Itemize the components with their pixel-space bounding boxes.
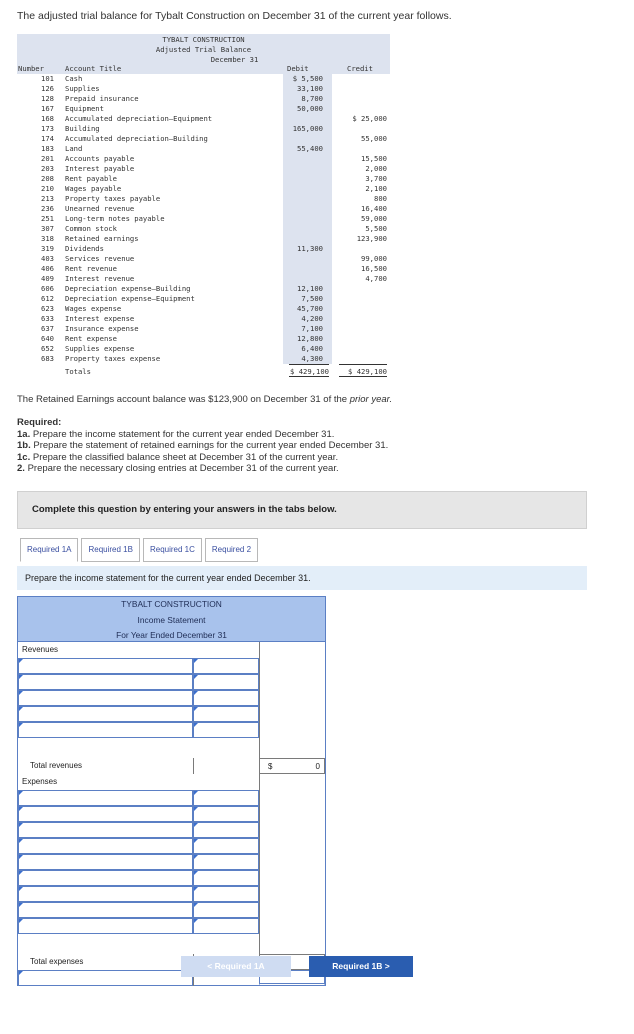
tb-credit: 3,700 [365,174,387,183]
tb-credit: 59,000 [361,214,387,223]
tb-account-title: Interest expense [65,314,135,323]
tab-required-1c[interactable]: Required 1C [143,538,202,562]
revenues-heading-text: Revenues [22,645,59,654]
tb-account-number: 203 [41,164,54,173]
tb-row [17,244,390,254]
tb-credit: 123,900 [356,234,387,243]
tb-debit: $ 5,500 [292,74,323,83]
expense-input-row [17,790,326,806]
expense-amount-input[interactable] [193,790,259,806]
tb-account-number: 101 [41,74,54,83]
tb-account-number: 174 [41,134,54,143]
tb-row [17,284,390,294]
col-number: Number [18,64,44,73]
required-item-text: Prepare the classified balance sheet at December 31 of the current year. [30,451,339,463]
revenues-heading [17,642,326,658]
expense-account-input[interactable] [18,806,193,822]
tb-credit: $ 25,000 [352,114,387,123]
tab-required-1b[interactable]: Required 1B [81,538,139,562]
total-revenues-label: Total revenues [30,761,83,770]
tb-company: TYBALT CONSTRUCTION [162,35,245,44]
expense-account-input[interactable] [18,822,193,838]
tb-row [17,84,390,94]
trial-balance [17,34,390,377]
expense-amount-input[interactable] [193,870,259,886]
net-income-label-input[interactable] [18,970,193,986]
tb-credit: 15,500 [361,154,387,163]
tb-account-title: Rent revenue [65,264,117,273]
tb-row [17,164,390,174]
tb-account-title: Accumulated depreciation—Equipment [65,114,213,123]
revenue-amount-input[interactable] [193,706,259,722]
revenue-account-input[interactable] [18,690,193,706]
revenue-account-input[interactable] [18,674,193,690]
tb-account-number: 173 [41,124,54,133]
revenue-amount-input[interactable] [193,690,259,706]
tb-debit: 165,000 [292,124,323,133]
total-expenses-label: Total expenses [30,957,84,966]
tb-debit: 12,800 [297,334,323,343]
tb-account-number: 409 [41,274,54,283]
expense-account-input[interactable] [18,902,193,918]
expense-account-input[interactable] [18,918,193,934]
tb-account-title: Services revenue [65,254,135,263]
revenue-amount-input[interactable] [193,658,259,674]
expense-account-input[interactable] [18,790,193,806]
tb-credit: 2,100 [365,184,387,193]
tb-body [17,74,390,364]
col-credit: Credit [347,64,373,73]
tb-debit: 4,300 [301,354,323,363]
required-heading: Required: [17,417,62,428]
col-debit: Debit [287,64,309,73]
tb-account-title: Prepaid insurance [65,94,139,103]
tb-row [17,204,390,214]
revenue-input-row [17,690,326,706]
tab-required-1a[interactable]: Required 1A [20,538,78,562]
expense-input-row [17,806,326,822]
income-statement-header [17,596,326,642]
expenses-heading-text: Expenses [22,777,58,786]
tb-row [17,274,390,284]
tb-row [17,124,390,134]
tb-account-title: Long-term notes payable [65,214,165,223]
revenue-account-input[interactable] [18,722,193,738]
tb-account-title: Accounts payable [65,154,135,163]
tb-row [17,174,390,184]
tb-account-number: 251 [41,214,54,223]
tb-account-number: 307 [41,224,54,233]
tb-row [17,144,390,154]
tb-credit: 16,400 [361,204,387,213]
revenue-input-row [17,722,326,738]
expense-amount-input[interactable] [193,806,259,822]
tb-debit: 45,700 [297,304,323,313]
tb-account-title: Land [65,144,83,153]
revenue-amount-input[interactable] [193,722,259,738]
tb-row [17,214,390,224]
expense-account-input[interactable] [18,838,193,854]
revenue-amount-input[interactable] [193,674,259,690]
tb-account-number: 652 [41,344,54,353]
expense-input-row [17,822,326,838]
tb-row [17,94,390,104]
tb-account-title: Cash [65,74,83,83]
prev-required-1a-button[interactable]: < Required 1A [181,956,291,977]
required-item [17,452,388,464]
tb-debit: 55,400 [297,144,323,153]
tb-account-title: Unearned revenue [65,204,135,213]
tb-credit: 2,000 [365,164,387,173]
tb-row [17,154,390,164]
required-item-text: Prepare the statement of retained earnings for the current year ended December 31. [30,440,389,451]
expense-amount-input[interactable] [193,918,259,934]
tb-account-number: 168 [41,114,54,123]
tb-account-title: Wages expense [65,304,122,313]
required-item-text: Prepare the necessary closing entries at December 31 of the current year. [24,463,339,474]
total-revenues-value: 0 [315,762,320,771]
tb-credit: 800 [374,194,387,203]
tb-credit: 16,500 [361,264,387,273]
tb-account-title: Insurance expense [65,324,139,333]
tb-credit: 99,000 [361,254,387,263]
tb-row [17,74,390,84]
tb-debit: 7,500 [301,294,323,303]
is-period: For Year Ended December 31 [116,630,227,640]
tb-account-title: Supplies expense [65,344,135,353]
tb-totals-credit: $ 429,100 [348,367,387,376]
tb-account-title: Interest revenue [65,274,135,283]
revenue-account-input[interactable] [18,706,193,722]
tb-account-number: 683 [41,354,54,363]
tb-row [17,294,390,304]
tb-debit: 6,400 [301,344,323,353]
tb-credit: 55,000 [361,134,387,143]
expense-input-row [17,838,326,854]
expense-amount-input[interactable] [193,822,259,838]
tb-column-headers [17,64,390,74]
tb-account-number: 126 [41,84,54,93]
required-item-key: 2. [17,463,25,474]
tb-account-number: 208 [41,174,54,183]
tb-debit: 7,100 [301,324,323,333]
tb-credit: 5,500 [365,224,387,233]
expense-amount-input[interactable] [193,902,259,918]
tb-account-number: 623 [41,304,54,313]
tb-account-title: Dividends [65,244,104,253]
required-item-key: 1c. [17,451,31,463]
tb-title: Adjusted Trial Balance [155,45,252,54]
tb-debit: 11,300 [297,244,323,253]
tb-row [17,304,390,314]
next-required-1b-button[interactable]: Required 1B > [309,956,413,977]
expense-account-input[interactable] [18,870,193,886]
tb-account-title: Building [65,124,100,133]
tb-date: December 31 [210,55,259,64]
tb-account-title: Rent payable [65,174,117,183]
tb-row [17,354,390,364]
is-company: TYBALT CONSTRUCTION [121,599,222,609]
tb-account-title: Interest payable [65,164,135,173]
tb-debit: 12,100 [297,284,323,293]
tb-account-number: 210 [41,184,54,193]
tb-account-number: 637 [41,324,54,333]
tb-row [17,194,390,204]
tab-bar [20,538,258,562]
revenue-input-row [17,706,326,722]
is-title: Income Statement [137,614,206,625]
tb-account-number: 606 [41,284,54,293]
tb-account-number: 201 [41,154,54,163]
trial-balance-header [17,34,390,64]
tb-account-title: Supplies [65,84,100,93]
note-text: The Retained Earnings account balance was $123,900 on December 31 of the [17,394,350,405]
col-title: Account Title [65,64,122,73]
tb-row [17,334,390,344]
tb-account-title: Property taxes payable [65,194,161,203]
tb-account-number: 406 [41,264,54,273]
total-revenues [17,758,326,774]
expenses-heading [17,774,326,790]
note-emphasis: prior year. [349,394,393,405]
required-item-text: Prepare the income statement for the current year ended December 31. [30,428,335,440]
tb-account-title: Common stock [65,224,117,233]
complete-instruction: Complete this question by entering your answers in the tabs below. [17,491,587,529]
tb-row [17,254,390,264]
tb-account-title: Rent expense [65,334,117,343]
tb-debit: 8,700 [301,94,323,103]
expense-input-row [17,902,326,918]
expense-amount-input[interactable] [193,854,259,870]
expense-account-input[interactable] [18,886,193,902]
required-item [17,463,388,475]
tb-totals-row [17,364,390,377]
tb-account-number: 183 [41,144,54,153]
tab-prompt: Prepare the income statement for the current year ended December 31. [17,566,587,590]
tb-account-number: 318 [41,234,54,243]
tb-row [17,344,390,354]
tb-account-title: Retained earnings [65,234,139,243]
tb-account-title: Depreciation expense—Building [65,284,191,293]
tb-account-title: Wages payable [65,184,122,193]
required-list [17,417,388,475]
income-statement-form [17,596,326,986]
tb-account-title: Depreciation expense—Equipment [65,294,195,303]
tb-account-number: 213 [41,194,54,203]
retained-earnings-note [17,394,392,405]
tb-row [17,114,390,124]
tb-row [17,184,390,194]
expense-input-row [17,854,326,870]
tb-account-title: Property taxes expense [65,354,161,363]
expense-amount-input[interactable] [193,886,259,902]
tb-account-number: 612 [41,294,54,303]
revenue-input-row [17,674,326,690]
tb-debit: 33,100 [297,84,323,93]
tb-account-number: 128 [41,94,54,103]
tb-debit: 4,200 [301,314,323,323]
tb-row [17,264,390,274]
tb-row [17,314,390,324]
total-revenues-currency: $ [268,762,273,771]
tb-account-number: 640 [41,334,54,343]
tb-row [17,224,390,234]
expense-input-row [17,886,326,902]
required-item-key: 1b. [17,440,31,451]
required-item-key: 1a. [17,428,31,440]
tb-row [17,234,390,244]
tb-totals-label: Totals [65,367,91,376]
required-item [17,440,388,452]
tb-account-number: 167 [41,104,54,113]
tb-row [17,134,390,144]
tb-account-number: 633 [41,314,54,323]
expense-input-row [17,918,326,934]
tb-credit: 4,700 [365,274,387,283]
tb-row [17,324,390,334]
required-item [17,429,388,441]
expense-account-input[interactable] [18,854,193,870]
tb-totals-debit: $ 429,100 [290,367,329,376]
tb-account-title: Accumulated depreciation—Building [65,134,208,143]
tb-account-number: 403 [41,254,54,263]
tb-debit: 50,000 [297,104,323,113]
tb-account-number: 236 [41,204,54,213]
tab-required-2[interactable]: Required 2 [205,538,258,562]
revenue-account-input[interactable] [18,658,193,674]
tb-row [17,104,390,114]
expense-input-row [17,870,326,886]
revenue-input-row [17,658,326,674]
intro-text: The adjusted trial balance for Tybalt Construction on December 31 of the current year follows. [17,10,452,22]
expense-amount-input[interactable] [193,838,259,854]
tb-account-title: Equipment [65,104,104,113]
tb-account-number: 319 [41,244,54,253]
